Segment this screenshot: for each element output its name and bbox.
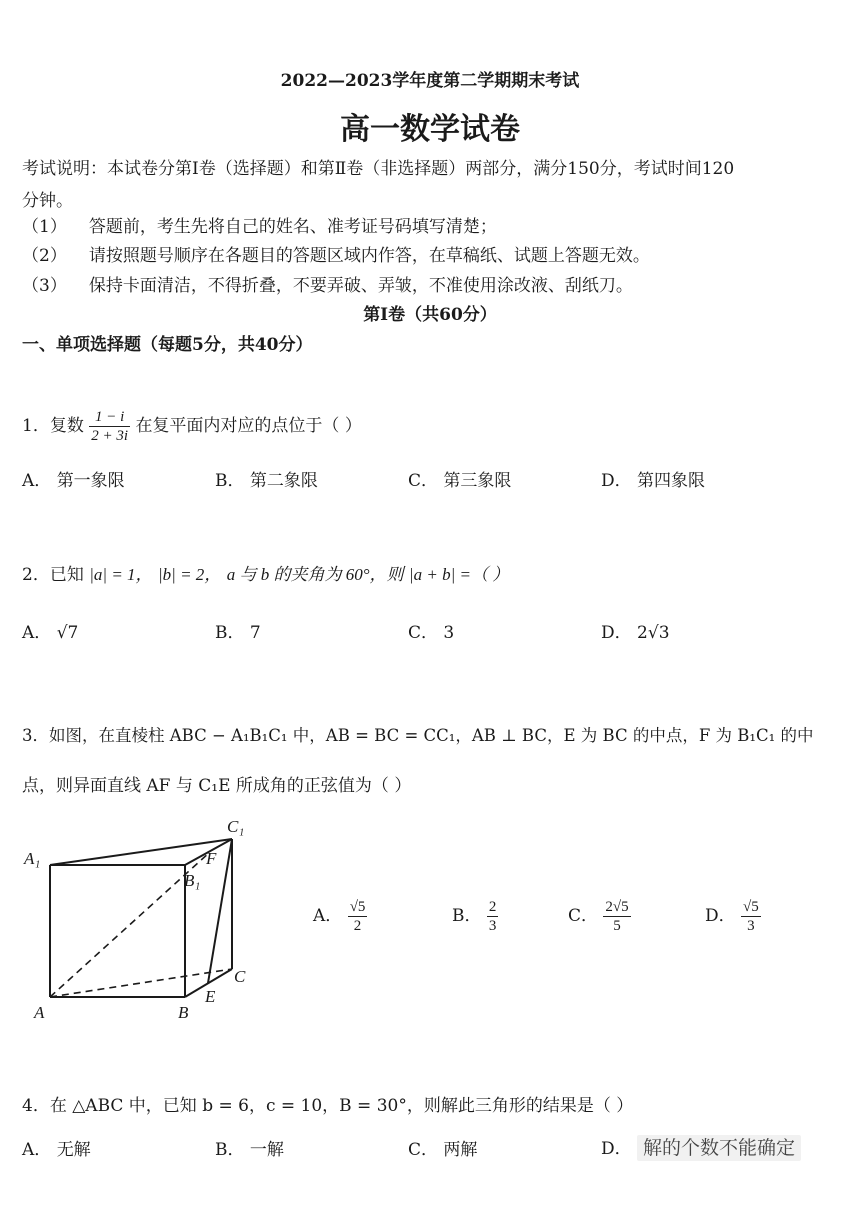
option-fraction [741,898,761,935]
option-text: √7 [56,623,79,643]
instruction-item [22,212,497,237]
instructions-lead-line2: 分钟。 [22,191,73,211]
option-a [22,1135,91,1160]
page-title: 高一数学试卷 [340,112,520,147]
option-text: 第四象限 [637,471,706,491]
option-letter: C． [568,906,599,926]
section-title: 一、单项选择题（每题5分，共40分） [22,335,313,355]
q1-fraction-numerator: 1 − i [89,408,130,427]
option-text: 第三象限 [443,471,512,491]
instruction-number: （1） [22,217,67,237]
option-letter: B． [215,623,245,643]
q1-text: 在复平面内对应的点位于（ ） [135,416,362,436]
option-c [408,618,454,643]
instruction-item [22,241,650,266]
option-letter: A． [22,623,52,643]
instruction-item [22,271,633,296]
fraction-numerator: √5 [743,899,759,915]
option-letter: C． [408,623,439,643]
option-c [408,466,511,491]
q1-fraction-denominator: 2 + 3i [91,428,129,444]
fraction-numerator: 2 [488,899,497,915]
option-text: 一解 [249,1140,284,1160]
prism-figure [20,812,260,1027]
label-b: B [178,1003,189,1022]
option-b [215,1135,284,1160]
option-text: 3 [443,623,455,643]
option-d [601,466,705,491]
instruction-number: （2） [22,246,67,266]
q2-magnitude-sum: |a + b| =（ ） [408,565,510,584]
fraction-denominator: 2 [353,918,362,934]
option-b [452,898,498,935]
q2-magnitude-a: |a| = 1， [89,565,153,584]
q2-magnitude-b: |b| = 2， [157,565,222,584]
volume-title: 第Ⅰ卷（共60分） [363,305,497,325]
option-text: 2√3 [637,623,670,643]
label-c1: C₁ [227,817,245,836]
question-3-line1: 3．如图，在直棱柱 ABC − A₁B₁C₁ 中，AB = BC = CC₁，AB ⊥ BC，E 为 BC 的中点，F 为 B₁C₁ 的中 [22,726,814,745]
q2-angle-text: a 与 b 的夹角为 60°，则 [226,565,404,584]
option-letter: A． [22,1140,52,1160]
option-fraction [487,898,499,935]
option-letter: D． [601,1139,632,1159]
fraction-denominator: 3 [488,918,497,934]
option-letter: A． [22,471,52,491]
label-a1: A₁ [24,849,41,868]
q1-fraction [89,408,130,445]
option-text: 两解 [443,1140,478,1160]
label-f: F [206,849,217,868]
option-b [215,618,261,643]
option-d [601,618,670,643]
option-letter: D． [601,471,632,491]
option-letter: A． [313,906,343,926]
fraction-denominator: 3 [747,918,755,934]
option-c [568,898,631,935]
option-letter: D． [705,906,736,926]
question-1 [22,404,362,448]
option-letter: B． [452,906,482,926]
q2-number: 2．已知 [22,565,84,585]
option-a [313,898,367,935]
q1-number: 1．复数 [22,416,84,436]
option-text: 无解 [56,1140,91,1160]
label-e: E [205,987,216,1006]
option-text: 解的个数不能确定 [637,1135,801,1161]
edge-a1c1 [50,839,232,865]
option-a [22,466,125,491]
option-letter: C． [408,471,439,491]
option-d [601,1133,801,1160]
fraction-denominator: 5 [613,918,621,934]
option-letter: C． [408,1140,439,1160]
option-text: 7 [249,623,261,643]
option-b [215,466,318,491]
option-text: 第二象限 [249,471,318,491]
option-letter: D． [601,623,632,643]
option-fraction [603,898,630,935]
instruction-text: 答题前，考生先将自己的姓名、准考证号码填写清楚； [88,217,497,237]
label-a: A [34,1003,45,1022]
instruction-number: （3） [22,276,67,296]
question-4: 4．在 △ABC 中，已知 b = 6，c = 10，B = 30°，则解此三角形的结果是（ ） [22,1096,634,1116]
instructions-lead-line1: 考试说明：本试卷分第Ⅰ卷（选择题）和第Ⅱ卷（非选择题）两部分，满分150分，考试时间120 [22,159,735,179]
option-letter: B． [215,471,245,491]
instruction-text: 请按照题号顺序在各题目的答题区域内作答，在草稿纸、试题上答题无效。 [88,246,650,266]
fraction-numerator: 2√5 [605,899,629,915]
option-d [705,898,761,935]
exam-year-line: 2022—2023学年度第二学期期末考试 [280,71,580,91]
instruction-text: 保持卡面清洁，不得折叠，不要弄破、弄皱，不准使用涂改液、刮纸刀。 [88,276,633,296]
question-2 [22,560,509,585]
option-fraction [348,898,368,935]
option-text: 第一象限 [56,471,125,491]
option-letter: B． [215,1140,245,1160]
option-a [22,618,78,643]
question-3-line2: 点，则异面直线 AF 与 C₁E 所成角的正弦值为（ ） [22,776,412,796]
option-c [408,1135,477,1160]
label-b1: B₁ [184,871,201,890]
label-c: C [234,967,246,986]
fraction-numerator: √5 [349,899,366,915]
